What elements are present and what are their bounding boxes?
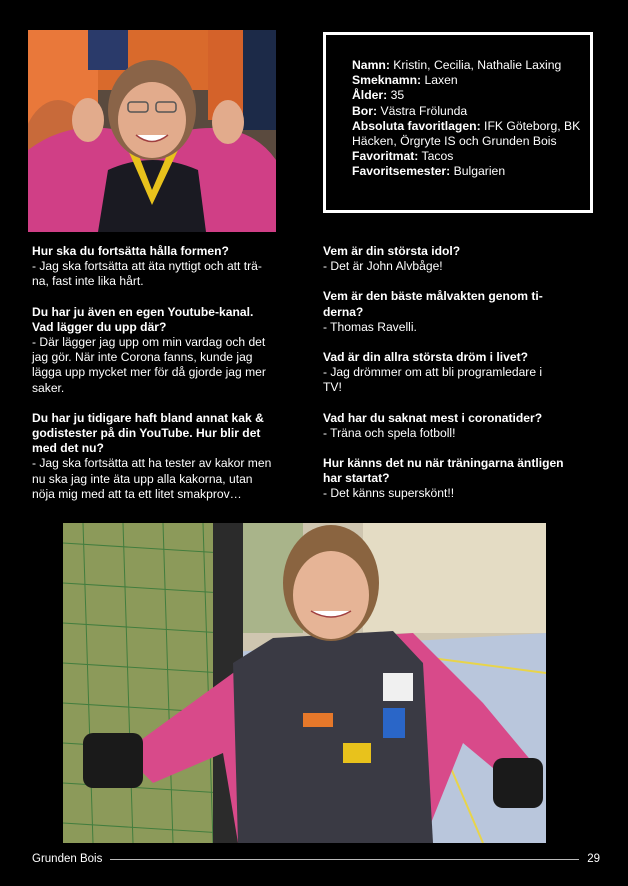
answer: - Jag ska fortsätta att ha tester av kakor men nu ska jag inte äta upp alla kakorna, utan nöja mig med att ta ett litet smakprov…	[32, 456, 272, 501]
home-label: Bor:	[352, 103, 378, 118]
qa-item	[323, 244, 593, 274]
page-number: 29	[587, 853, 600, 865]
answer: - Det känns superskönt!!	[323, 486, 455, 501]
holiday-label: Favoritsemester:	[352, 164, 451, 179]
home-value: Västra Frölunda	[377, 103, 468, 118]
question: Hur ska du fortsätta hålla formen?	[32, 244, 229, 258]
interview-right-column	[323, 244, 593, 517]
qa-item	[323, 350, 593, 396]
answer: - Det är John Alvbåge!	[323, 259, 443, 274]
teams-value: IFK Göteborg, BK Häcken, Örgryte IS och Grunden Bois	[352, 118, 581, 149]
qa-item	[32, 305, 290, 396]
question: Hur känns det nu när träningarna äntligen har startat?	[323, 456, 564, 486]
answer: - Träna och spela fotboll!	[323, 425, 456, 440]
nick-value: Laxen	[421, 73, 458, 88]
qa-item	[323, 456, 593, 502]
profile-info-box	[323, 32, 593, 213]
interview-left-column	[32, 244, 290, 517]
question: Vem är den bäste målvakten genom ti- derna?	[323, 289, 543, 319]
qa-item	[323, 411, 593, 441]
qa-item	[323, 289, 593, 335]
goalkeeper-photo	[63, 523, 546, 843]
footer-divider	[110, 859, 579, 860]
profile-name-row	[352, 58, 582, 73]
answer: - Jag ska fortsätta att äta nyttigt och att trä- na, fast inte lika hårt.	[32, 259, 262, 289]
answer: - Jag drömmer om att bli programledare i TV!	[323, 365, 543, 395]
footer-publication-name: Grunden Bois	[32, 853, 103, 865]
age-label: Ålder:	[352, 88, 388, 103]
profile-nick-row	[352, 73, 582, 88]
question: Du har ju även en egen Youtube-kanal. Vad lägger du upp där?	[32, 304, 254, 334]
food-value: Tacos	[418, 149, 454, 164]
portrait-photo-top	[28, 30, 276, 232]
name-value: Kristin, Cecilia, Nathalie Laxing	[389, 58, 562, 72]
profile-holiday-row	[352, 164, 582, 179]
answer: - Thomas Ravelli.	[323, 319, 417, 334]
profile-age-row	[352, 88, 582, 103]
holiday-value: Bulgarien	[450, 164, 506, 179]
question: Vad har du saknat mest i coronatider?	[323, 410, 543, 425]
question: Vem är din största idol?	[323, 244, 461, 258]
teams-label: Absoluta favoritlagen:	[352, 118, 481, 133]
answer: - Där lägger jag upp om min vardag och det jag gör. När inte Corona fanns, kunde jag lägga upp mycket mer för då gjorde jag mer saker.	[32, 335, 266, 395]
food-label: Favoritmat:	[352, 149, 419, 164]
page-footer	[32, 852, 600, 866]
profile-teams-row	[352, 119, 582, 149]
name-label: Namn:	[352, 58, 390, 72]
question: Du har ju tidigare haft bland annat kak & godistester på din YouTube. Hur blir det med det nu?	[32, 410, 264, 456]
profile-food-row	[352, 149, 582, 164]
question: Vad är din allra största dröm i livet?	[323, 350, 528, 365]
nick-label: Smeknamn:	[352, 73, 422, 88]
age-value: 35	[387, 88, 405, 103]
qa-item	[32, 244, 290, 290]
profile-home-row	[352, 104, 582, 119]
qa-item	[32, 411, 290, 502]
